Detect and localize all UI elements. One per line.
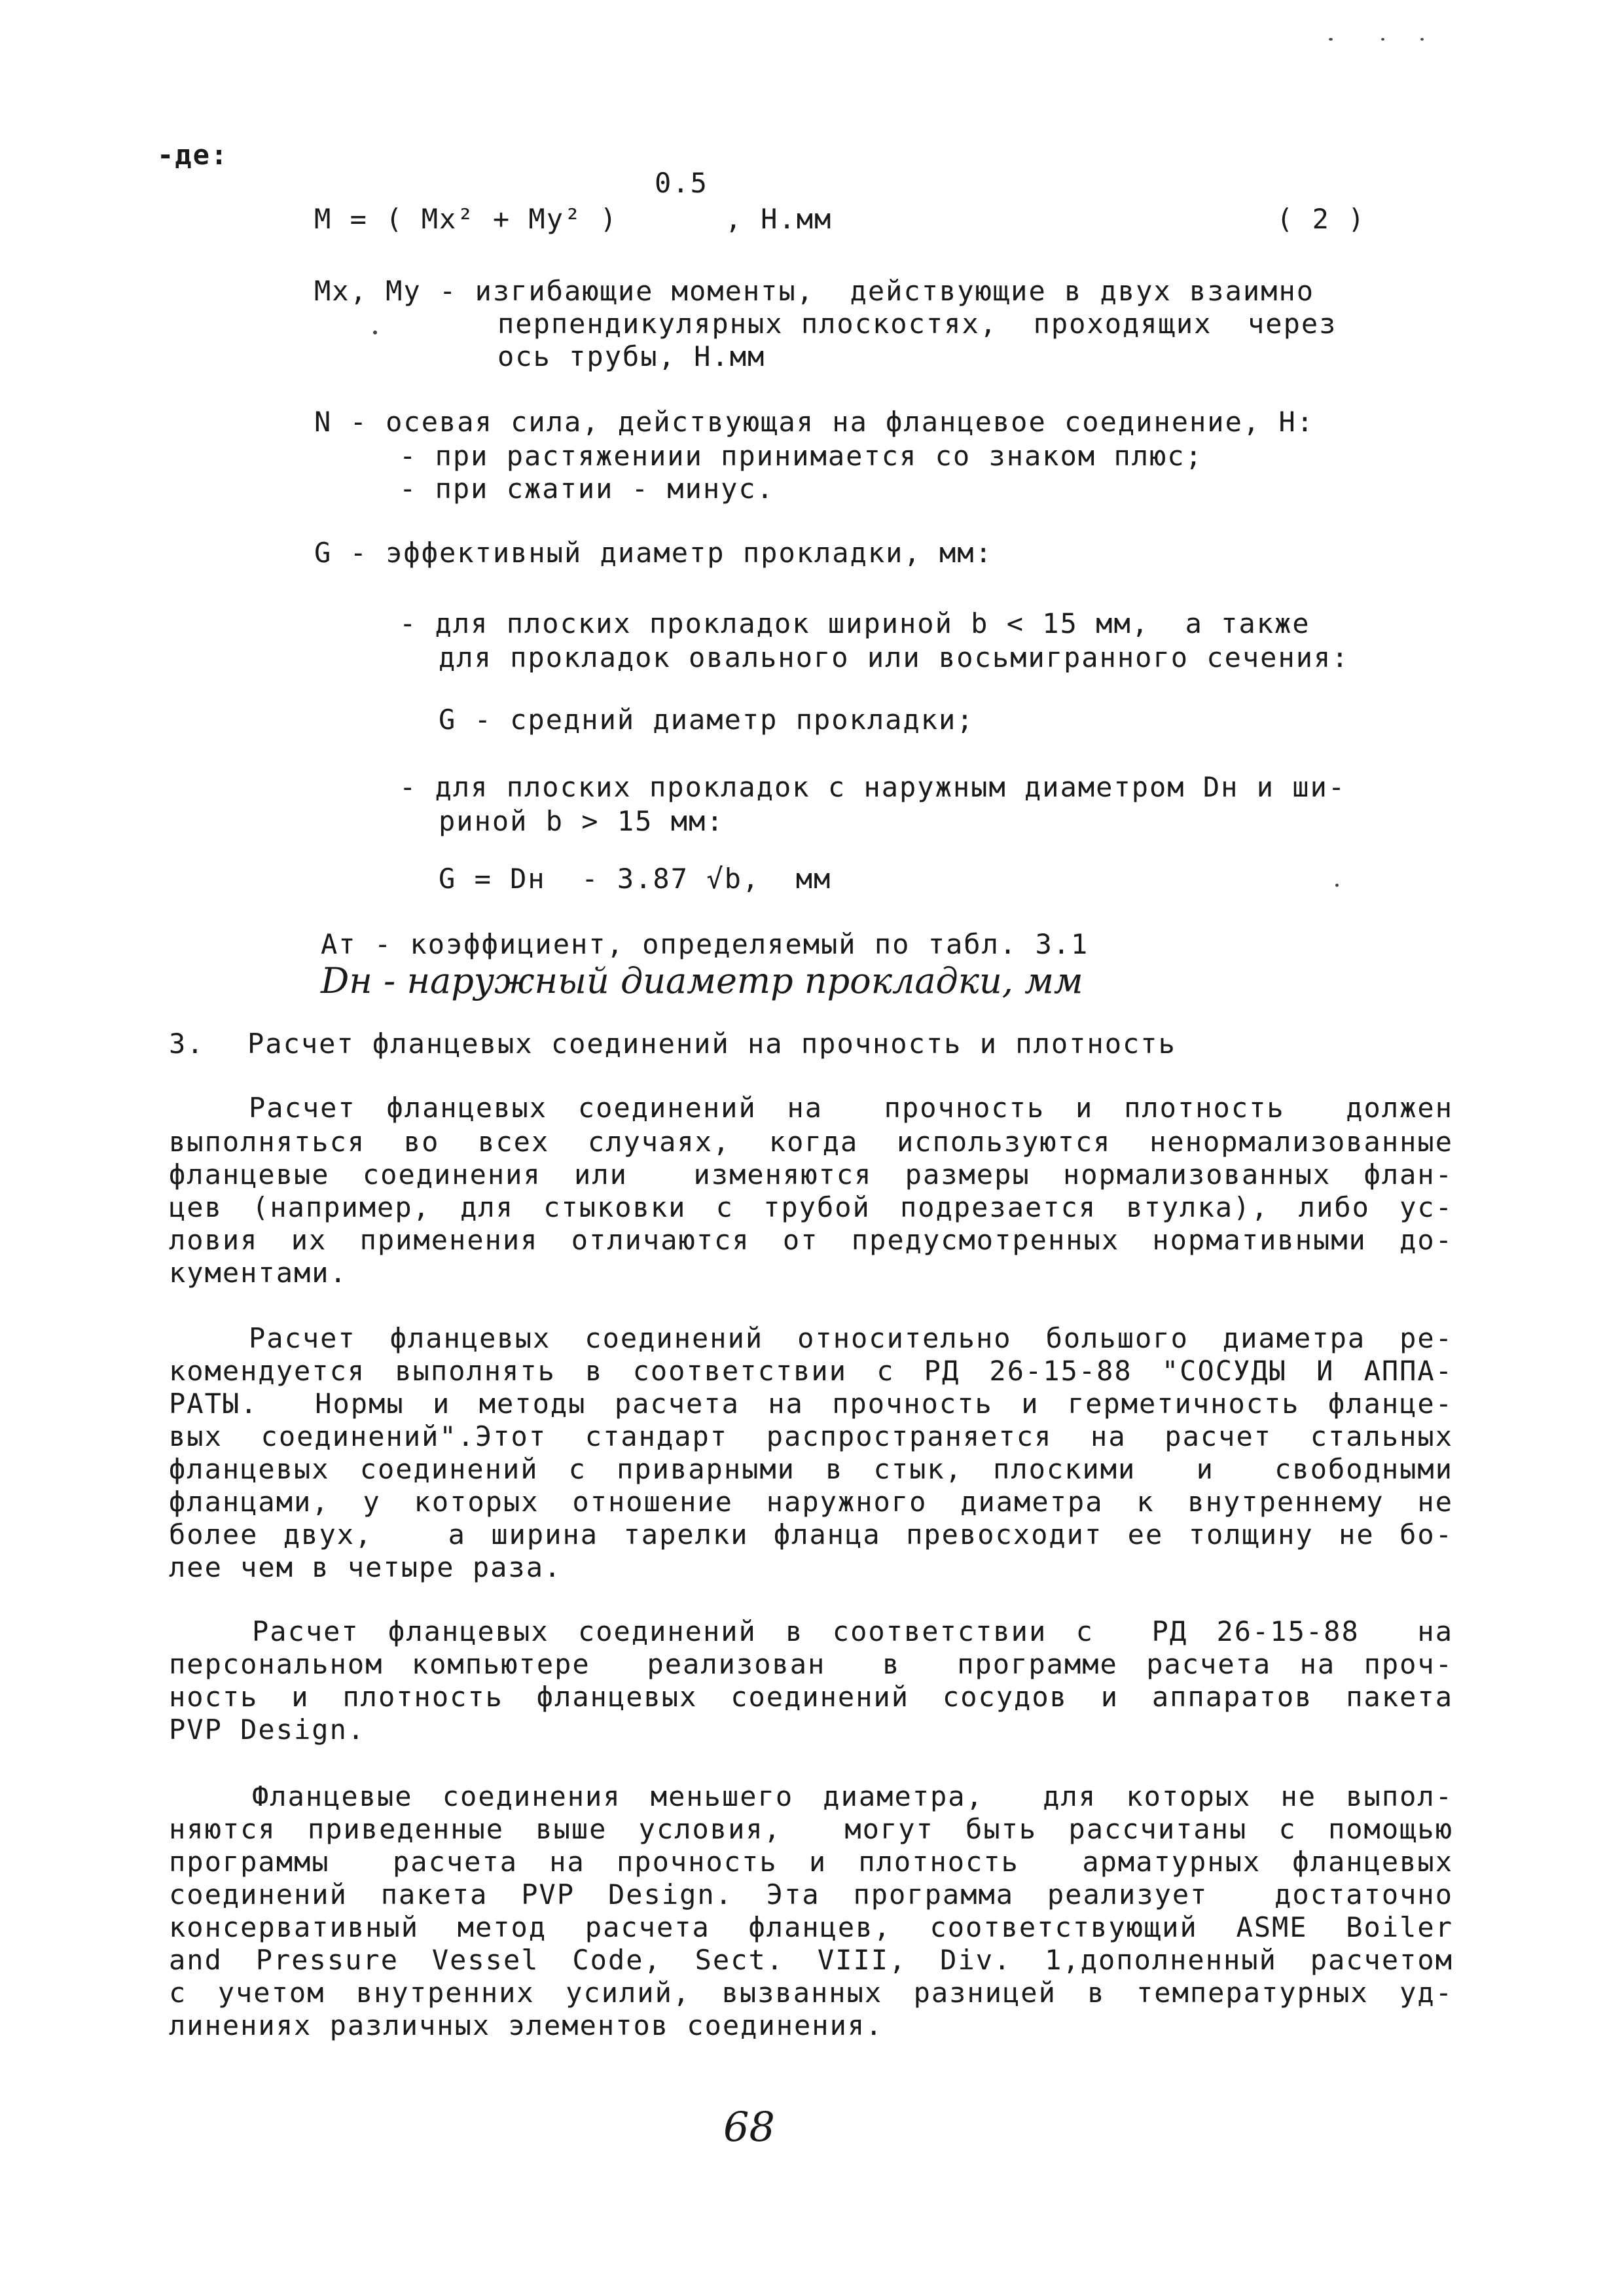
paragraph-1-line-3: фланцевые соединения или изменяются размеры нормализованных флан- [169,1158,1453,1191]
paragraph-3-line-2: персональном компьютере реализован в программе расчета на проч- [169,1648,1453,1680]
g-flat-large-1: - для плоских прокладок с наружным диаметром Dн и ши- [399,771,1346,803]
g-flat-small-1: - для плоских прокладок шириной b < 15 мм, а также [399,607,1310,639]
paragraph-2-line-7: более двух, а ширина тарелки фланца превосходит ее толщину не бо- [169,1518,1453,1551]
paragraph-1-line-2: выполняться во всех случаях, когда используются ненормализованные [169,1126,1453,1158]
paragraph-1-line-4: цев (например, для стыковки с трубой подрезается втулка), либо ус- [169,1191,1453,1223]
formula-exponent: 0.5 [655,167,708,199]
paragraph-2-line-4: вых соединений".Этот стандарт распространяется на расчет стальных [169,1420,1453,1452]
scan-speck [1335,884,1339,887]
scan-speck [1420,38,1424,41]
paragraph-4-line-7: с учетом внутренних усилий, вызванных разницей в температурных уд- [169,1977,1453,2009]
n-line-3: - при сжатии - минус. [399,473,775,505]
paragraph-2-line-6: фланцами, у которых отношение наружного диаметра к внутреннему не [169,1486,1453,1518]
g-formula: G = Dн - 3.87 √b, мм [439,863,832,895]
paragraph-4-line-6: and Pressure Vessel Code, Sect. VIII, Div. 1,дополненный расчетом [169,1944,1453,1976]
paragraph-1-line-1: Расчет фланцевых соединений на прочность и плотность должен [249,1092,1453,1124]
paragraph-2-line-5: фланцевых соединений с приварными в стык, плоскими и свободными [169,1453,1453,1485]
paragraph-2-line-8: лее чем в четыре раза. [169,1551,562,1583]
g-flat-small-2: для прокладок овального или восьмигранного сечения: [439,641,1350,673]
g-flat-large-2: риной b > 15 мм: [439,805,725,837]
g-mean: G - средний диаметр прокладки; [439,704,975,736]
paragraph-1-line-5: ловия их применения отличаются от предусмотренных нормативными до- [169,1224,1453,1256]
n-line-1: N - осевая сила, действующая на фланцевое соединение, Н: [314,406,1315,438]
formula-number: ( 2 ) [1276,203,1366,235]
page-marker: -де: [157,139,229,171]
mx-my-line-1: Mx, My - изгибающие моменты, действующие в двух взаимно [314,275,1315,307]
mx-my-line-2: перпендикулярных плоскостях, проходящих через [497,308,1337,340]
section-title: Расчет фланцевых соединений на прочность и плотность [247,1028,1176,1060]
paragraph-1-line-6: кументами. [169,1257,348,1289]
formula-main: M = ( Mx² + My² ) , Н.мм [314,203,833,235]
paragraph-4-line-1: Фланцевые соединения меньшего диаметра, для которых не выпол- [252,1780,1453,1812]
paragraph-3-line-4: PVP Design. [169,1713,366,1746]
page-number: 68 [723,2103,775,2151]
a-definition: Aт - коэффициент, определяемый по табл. 3.1 [321,928,1089,960]
paragraph-4-line-3: программы расчета на прочность и плотность арматурных фланцевых [169,1846,1453,1878]
scan-speck [1381,38,1384,41]
scan-speck [1329,38,1333,41]
paragraph-2-line-1: Расчет фланцевых соединений относительно большого диаметра ре- [249,1322,1453,1354]
paragraph-4-line-8: линениях различных элементов соединения. [169,2009,884,2041]
paragraph-4-line-4: соединений пакета PVP Design. Эта программа реализует достаточно [169,1878,1453,1910]
n-line-2: - при растяжениии принимается со знаком плюс; [399,440,1203,472]
paragraph-2-line-3: РАТЫ. Нормы и методы расчета на прочность и герметичность фланце- [169,1388,1453,1420]
paragraph-2-line-2: комендуется выполнять в соответствии с РД 26-15-88 "СОСУДЫ И АППА- [169,1355,1453,1387]
section-number: 3. [169,1028,205,1060]
paragraph-4-line-2: няются приведенные выше условия, могут быть рассчитаны с помощью [169,1813,1453,1845]
scan-speck [373,331,377,334]
g-definition: G - эффективный диаметр прокладки, мм: [314,537,993,569]
paragraph-4-line-5: консервативный метод расчета фланцев, соответствующий ASME Boiler [169,1911,1453,1943]
paragraph-3-line-3: ность и плотность фланцевых соединений сосудов и аппаратов пакета [169,1681,1453,1713]
paragraph-3-line-1: Расчет фланцевых соединений в соответствии с РД 26-15-88 на [252,1615,1453,1647]
mx-my-line-3: ось трубы, Н.мм [497,340,766,372]
handwritten-note: Dн - наружный диаметр прокладки, мм [321,960,1083,1001]
